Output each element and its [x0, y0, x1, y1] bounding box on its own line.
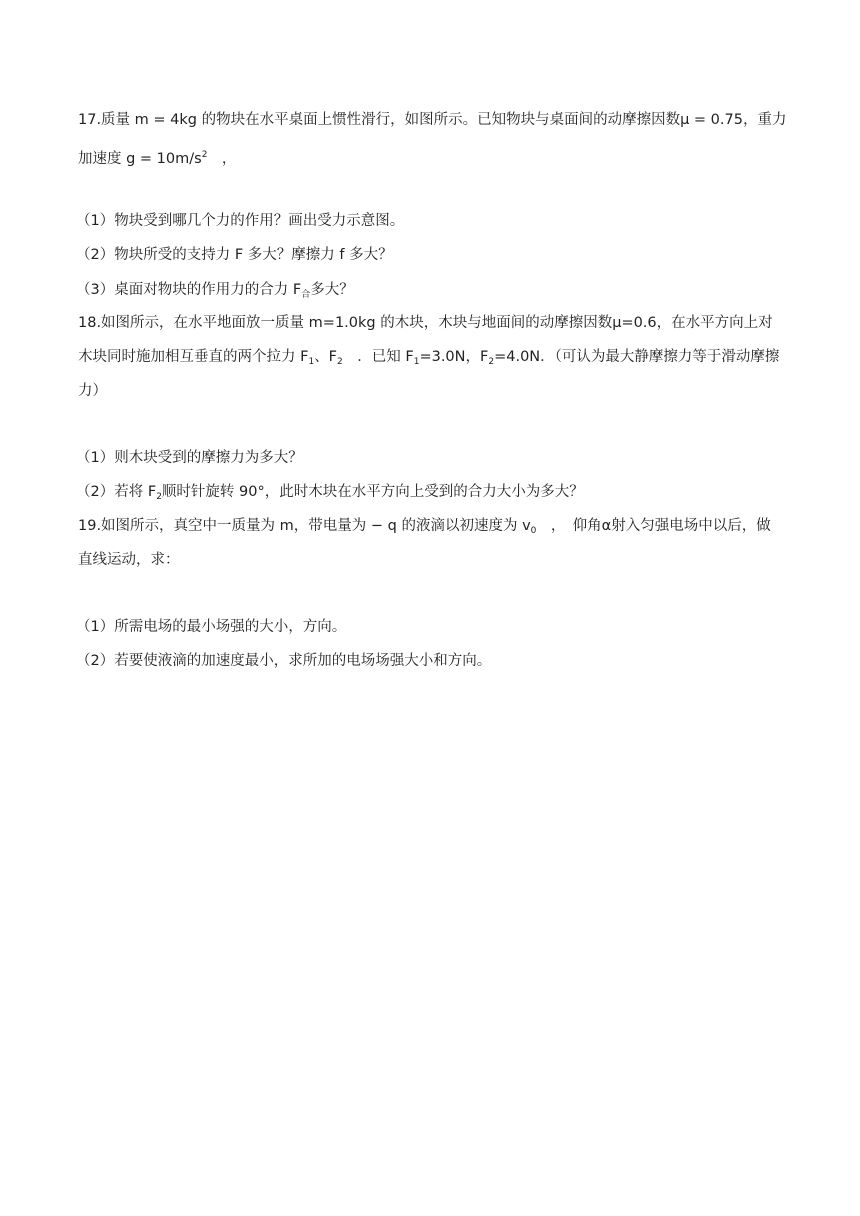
q19-text-1a: 19.如图所示，真空中一质量为 m，带电量为 − q 的液滴以初速度为 v: [78, 518, 531, 534]
q19-part-1: [76, 617, 346, 637]
q19-text-1b: ， 仰角α射入匀强电场中以后，做: [536, 518, 771, 534]
q17-line-2: [78, 145, 236, 169]
q17-text-2a: 加速度 g = 10m/s: [78, 151, 202, 167]
q17-part-3-text-b: 多大？: [310, 282, 354, 298]
q18-part-2-text-b: 顺时针旋转 90°，此时木块在水平方向上受到的合力大小为多大？: [161, 484, 584, 500]
q19-text-2: 直线运动，求：: [78, 552, 180, 568]
q17-part-3-subscript: 合: [301, 290, 311, 300]
q17-part-2: [76, 245, 393, 265]
q17-line-1: [78, 110, 786, 130]
q18-sub-3: 1: [413, 357, 420, 367]
q17-part-3: [76, 280, 354, 305]
q19-subscript: 0: [530, 526, 537, 536]
q19-part-2: [76, 651, 491, 671]
q18-line-3: [78, 381, 107, 401]
q17-part-2-text: （2）物块所受的支持力 F 多大？摩擦力 f 多大？: [76, 247, 393, 263]
q18-text-2a: 木块同时施加相互垂直的两个拉力 F: [78, 349, 309, 365]
q18-text-1: 18.如图所示，在水平地面放一质量 m=1.0kg 的木块，木块与地面间的动摩擦因数μ=0.6，在水平方向上对: [78, 315, 773, 331]
q18-sub-1: 1: [308, 357, 315, 367]
q18-line-2: [78, 347, 779, 372]
q18-part-1: [76, 448, 303, 468]
q19-part-1-text: （1）所需电场的最小场强的大小，方向。: [76, 619, 347, 635]
q18-text-2b: 、F: [314, 349, 338, 365]
q17-part-3-text-a: （3）桌面对物块的作用力的合力 F: [76, 282, 302, 298]
q18-sub-2: 2: [337, 357, 343, 367]
q18-sub-4: 2: [488, 357, 495, 367]
q18-part-2-subscript: 2: [156, 492, 162, 502]
q18-line-1: [78, 313, 773, 333]
q17-text-2b: ，: [207, 151, 237, 167]
q18-part-1-text: （1）则木块受到的摩擦力为多大？: [76, 450, 303, 466]
q18-text-3: 力）: [78, 383, 107, 399]
q18-text-2c: ．已知 F: [342, 349, 414, 365]
q18-part-2: [76, 482, 584, 507]
q17-text-1: 17.质量 m = 4kg 的物块在水平桌面上惯性滑行，如图所示。已知物块与桌面间的动摩擦因数μ = 0.75，重力: [78, 112, 787, 128]
q17-superscript: 2: [201, 150, 208, 160]
q19-part-2-text: （2）若要使液滴的加速度最小，求所加的电场场强大小和方向。: [76, 653, 492, 669]
q19-line-2: [78, 550, 180, 570]
q19-line-1: [78, 516, 771, 541]
q17-part-1-text: （1）物块受到哪几个力的作用？画出受力示意图。: [76, 213, 405, 229]
q17-part-1: [76, 211, 404, 231]
q18-part-2-text-a: （2）若将 F: [76, 484, 157, 500]
q18-text-2e: =4.0N．（可认为最大静摩擦力等于滑动摩擦: [494, 349, 780, 365]
q18-text-2d: =3.0N，F: [419, 349, 489, 365]
